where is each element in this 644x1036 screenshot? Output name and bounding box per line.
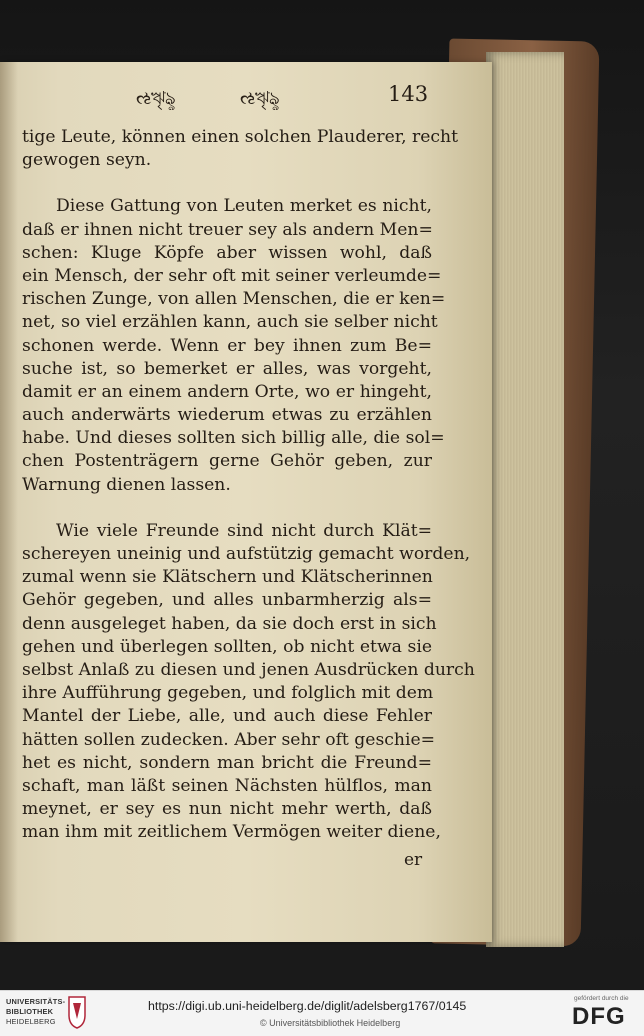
page-header <box>0 82 492 110</box>
library-name-line2: BIBLIOTHEK <box>6 1007 54 1016</box>
gutter-shadow <box>0 62 18 942</box>
text-line: meynet, er sey es nun nicht mehr werth, daß <box>22 799 432 820</box>
book-page <box>0 62 492 942</box>
text-line: schonen werde. Wenn er bey ihnen zum Be= <box>22 335 432 356</box>
text-line: gewogen seyn. <box>22 150 152 171</box>
header-ornament-right: ઌৠৡ <box>240 88 279 109</box>
text-line: Mantel der Liebe, alle, und auch diese Fehler <box>22 706 432 727</box>
library-name-line3: HEIDELBERG <box>6 1017 56 1026</box>
text-line: gehen und überlegen sollten, ob nicht etwa sie <box>22 636 432 657</box>
body-text <box>22 126 475 844</box>
text-line: tige Leute, können einen solchen Plauderer, recht <box>22 127 458 147</box>
dfg-funding-label: gefördert durch die <box>574 995 629 1002</box>
dfg-logo[interactable]: DFG <box>572 1003 626 1030</box>
text-line: man ihm mit zeitlichem Vermögen weiter diene, <box>22 822 441 843</box>
copyright-notice: © Universitätsbibliothek Heidelberg <box>260 1018 401 1028</box>
library-crest-icon <box>66 995 88 1029</box>
library-name-line1: UNIVERSITÄTS- <box>6 997 66 1006</box>
paragraph-gap <box>22 497 432 520</box>
text-line: chen Postenträgern gerne Gehör geben, zur <box>22 451 432 472</box>
text-line: Diese Gattung von Leuten merket es nicht, <box>56 196 432 217</box>
text-line: Warnung dienen lassen. <box>22 474 231 495</box>
text-line: damit er an einem andern Orte, wo er hingeht, <box>22 381 432 402</box>
text-line: auch anderwärts wiederum etwas zu erzählen <box>22 405 432 426</box>
library-logo[interactable] <box>6 997 66 1031</box>
text-line: zumal wenn sie Klätschern und Klätscherinnen <box>22 567 433 588</box>
permalink-url[interactable]: https://digi.ub.uni-heidelberg.de/diglit/adelsberg1767/0145 <box>148 999 467 1013</box>
text-line: suche ist, so bemerket er alles, was vorgeht, <box>22 358 432 379</box>
text-line: ein Mensch, der sehr oft mit seiner verleumde= <box>22 265 442 286</box>
text-line: schen: Kluge Köpfe aber wissen wohl, daß <box>22 242 432 263</box>
text-line: Gehör gegeben, und alles unbarmherzig als= <box>22 590 432 611</box>
text-line: schereyen uneinig und aufstützig gemacht worden, <box>22 544 471 564</box>
text-line: daß er ihnen nicht treuer sey als andern Men= <box>22 219 433 240</box>
text-line: hätten sollen zudecken. Aber sehr oft geschie= <box>22 729 436 750</box>
text-line: het es nicht, sondern man bricht die Freund= <box>22 752 432 773</box>
page-number: 143 <box>388 82 429 106</box>
text-line: net, so viel erzählen kann, auch sie selber nicht <box>22 312 438 333</box>
paragraph-gap <box>22 172 432 195</box>
text-line: ihre Aufführung gegeben, und folglich mit dem <box>22 683 434 704</box>
text-line: habe. Und dieses sollten sich billig alle, die sol= <box>22 428 445 449</box>
text-line: rischen Zunge, von allen Menschen, die er ken= <box>22 289 446 310</box>
text-line: Wie viele Freunde sind nicht durch Klät= <box>56 520 432 541</box>
viewer-footer <box>0 990 644 1036</box>
page-edges <box>486 52 564 947</box>
text-line: denn ausgeleget haben, da sie doch erst in sich <box>22 613 437 634</box>
text-line: schaft, man läßt seinen Nächsten hülflos, man <box>22 775 432 796</box>
catchword: er <box>404 850 423 870</box>
header-ornament-left: ઌৠৡ <box>136 88 175 109</box>
text-line: selbst Anlaß zu diesen und jenen Ausdrücken durch <box>22 659 475 680</box>
